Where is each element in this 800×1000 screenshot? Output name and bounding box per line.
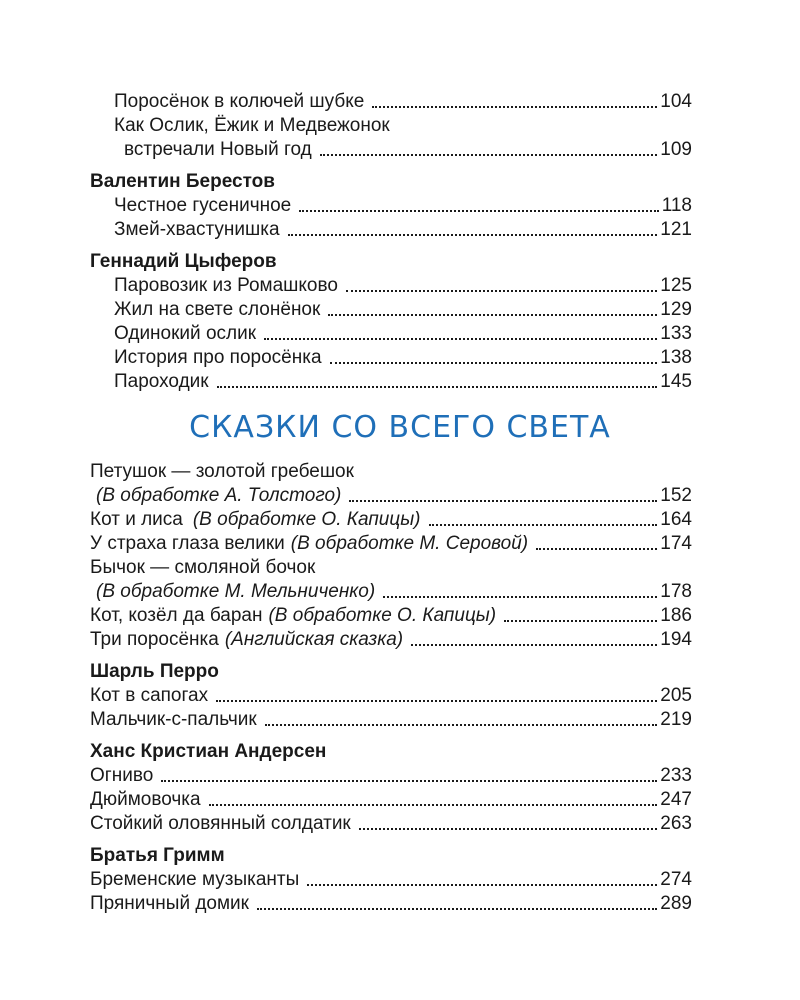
page-number: 263 [660, 813, 692, 834]
toc-entry[interactable] [90, 788, 692, 812]
page-number: 186 [660, 605, 692, 626]
author-name: Валентин Берестов [90, 171, 275, 192]
entry-title: встречали Новый год [124, 139, 312, 160]
dot-leader [359, 828, 658, 830]
entry-title: История про поросёнка [114, 347, 322, 368]
toc-entry[interactable] [114, 346, 692, 370]
page-number: 138 [660, 347, 692, 368]
dot-leader [429, 524, 658, 526]
entry-title-line1: Как Ослик, Ёжик и Медвежонок [114, 115, 390, 136]
page-number: 133 [660, 323, 692, 344]
entry-note: (Английская сказка) [224, 629, 404, 650]
page-number: 104 [660, 91, 692, 112]
toc-entry[interactable] [114, 194, 692, 218]
toc-entry[interactable] [90, 684, 692, 708]
page-number: 233 [660, 765, 692, 786]
entry-title: Поросёнок в колючей шубке [114, 91, 365, 112]
toc-entry[interactable] [90, 812, 692, 836]
dot-leader [217, 386, 658, 388]
dot-leader [264, 338, 657, 340]
page-number: 129 [660, 299, 692, 320]
toc-entry[interactable] [90, 604, 692, 628]
entry-title: Мальчик-с-пальчик [90, 709, 257, 730]
entry-title-line1: Петушок — золотой гребешок [90, 461, 354, 482]
author-name: Геннадий Цыферов [90, 251, 277, 272]
page-number: 289 [660, 893, 692, 914]
page-number: 164 [660, 509, 692, 530]
entry-title: Кот в сапогах [90, 685, 209, 706]
dot-leader [330, 362, 658, 364]
section-heading: СКАЗКИ СО ВСЕГО СВЕТА [189, 410, 611, 445]
dot-leader [299, 210, 658, 212]
page-number: 274 [660, 869, 692, 890]
entry-note: (В обработке М. Мельниченко) [96, 581, 376, 602]
page-number: 247 [660, 789, 692, 810]
dot-leader [504, 620, 657, 622]
entry-title: У страха глаза велики [90, 533, 285, 554]
page-number: 152 [660, 485, 692, 506]
page-number: 219 [660, 709, 692, 730]
page-number: 118 [661, 195, 692, 216]
entry-note: (В обработке О. Капицы) [192, 509, 421, 530]
author-name: Ханс Кристиан Андерсен [90, 741, 327, 762]
entry-title: Паровозик из Ромашково [114, 275, 338, 296]
page-number: 109 [660, 139, 692, 160]
page-number: 194 [660, 629, 692, 650]
author-name: Братья Гримм [90, 845, 225, 866]
toc-entry[interactable] [114, 218, 692, 242]
toc-entry[interactable] [90, 764, 692, 788]
dot-leader [265, 724, 658, 726]
entry-title: Стойкий оловянный солдатик [90, 813, 351, 834]
toc-entry[interactable] [124, 138, 692, 162]
entry-title: Кот и лиса [90, 509, 183, 530]
dot-leader [307, 884, 657, 886]
page-number: 145 [660, 371, 692, 392]
entry-title: Жил на свете слонёнок [114, 299, 321, 320]
entry-title: Дюймовочка [90, 789, 201, 810]
dot-leader [209, 804, 658, 806]
dot-leader [320, 154, 658, 156]
page-number: 205 [660, 685, 692, 706]
toc-entry[interactable] [96, 580, 692, 604]
toc-entry[interactable] [114, 298, 692, 322]
dot-leader [536, 548, 657, 550]
entry-title: Огниво [90, 765, 154, 786]
toc-entry[interactable] [90, 628, 692, 652]
entry-note: (В обработке А. Толстого) [96, 485, 342, 506]
entry-title: Честное гусеничное [114, 195, 292, 216]
toc-entry[interactable] [114, 274, 692, 298]
entry-title: Пароходик [114, 371, 209, 392]
dot-leader [216, 700, 657, 702]
dot-leader [349, 500, 657, 502]
page-number: 125 [660, 275, 692, 296]
page-number: 121 [660, 219, 692, 240]
entry-title: Пряничный домик [90, 893, 249, 914]
toc-entry[interactable] [90, 508, 692, 532]
dot-leader [257, 908, 657, 910]
entry-note: (В обработке О. Капицы) [268, 605, 497, 626]
dot-leader [383, 596, 657, 598]
toc-entry[interactable] [114, 322, 692, 346]
entry-title: Кот, козёл да баран [90, 605, 263, 626]
page-number: 178 [660, 581, 692, 602]
toc-entry[interactable] [90, 532, 692, 556]
dot-leader [328, 314, 657, 316]
entry-title: Одинокий ослик [114, 323, 257, 344]
entry-title: Три поросёнка [90, 629, 219, 650]
toc-entry[interactable] [114, 90, 692, 114]
toc-entry[interactable] [90, 868, 692, 892]
entry-title: Бременские музыканты [90, 869, 300, 890]
toc-entry[interactable] [90, 708, 692, 732]
dot-leader [346, 290, 657, 292]
dot-leader [411, 644, 657, 646]
toc-entry[interactable] [114, 370, 692, 394]
dot-leader [161, 780, 657, 782]
toc-entry[interactable] [96, 484, 692, 508]
entry-title-line1: Бычок — смоляной бочок [90, 557, 316, 578]
dot-leader [288, 234, 658, 236]
entry-note: (В обработке М. Серовой) [290, 533, 529, 554]
dot-leader [372, 106, 657, 108]
author-name: Шарль Перро [90, 661, 219, 682]
entry-title: Змей-хвастунишка [114, 219, 280, 240]
page-number: 174 [660, 533, 692, 554]
toc-entry[interactable] [90, 892, 692, 916]
